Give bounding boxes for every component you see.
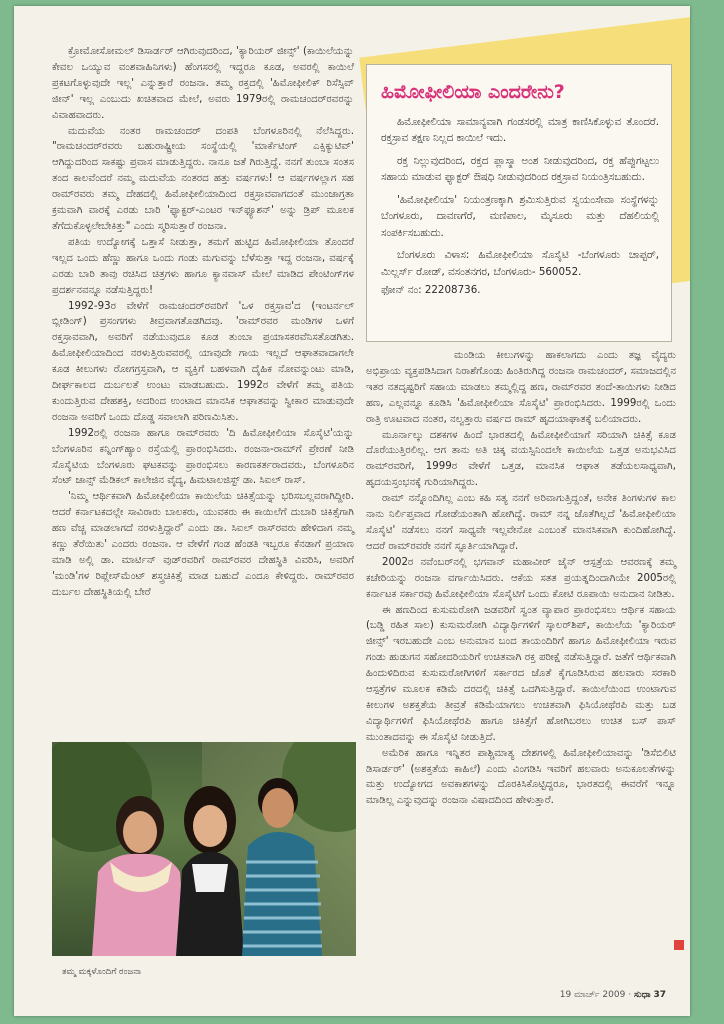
- right-paragraph-2: ಮೂರ್ನಾಲ್ಕು ದಶಕಗಳ ಹಿಂದೆ ಭಾರತದಲ್ಲಿ ಹಿಮೋಫೀಲಿಯಾಗೆ ಸರಿಯಾಗಿ ಚಿಕಿತ್ಸೆ ಕೂಡ ದೊರೆಯುತ್ತಿರಲಿಲ್ಲ. ಆಗ ತಾನು ಅತಿ ಚಿಕ್ಕ ವಯಸ್ಸಿನಿಂದಲೇ ಕಾಯಿಲೆಯ ಒತ್ತಡ ಅನುಭವಿಸಿದ ರಾಮ್‌ರವರಿಗೆ, 1999ರ ವೇಳೆಗೆ ಒತ್ತಡ, ಮಾನಸಿಕ ಆಘಾತ ತಡೆಯಲಸಾಧ್ಯವಾಗಿ, ಹೃದಯಸ್ತಂಭನಕ್ಕೆ ಗುರಿಯಾಗಿದ್ದರು.: [366, 429, 676, 489]
- left-paragraph-2: ಮದುವೆಯ ನಂತರ ರಾಮಚಂದರ್ ದಂಪತಿ ಬೆಂಗಳೂರಿನಲ್ಲಿ ನೆಲೆಸಿದ್ದರು. "ರಾಮಚಂದರ್‌ರವರು ಬಹುರಾಷ್ಟ್ರೀಯ ಸಂಸ್ಥೆಯಲ್ಲಿ 'ಮಾರ್ಕೆಟಿಂಗ್ ಎಕ್ಸಿಕ್ಯುಟಿವ್' ಆಗಿದ್ದುದರಿಂದ ಸಾಕಷ್ಟು ಪ್ರವಾಸ ಮಾಡುತ್ತಿದ್ದರು. ನಾನೂ ಜತೆ ಗಿರುತ್ತಿದ್ದೆ. ನನಗೆ ತುಂಬಾ ಸಂತಸ ತಂದ ಕಾಲವೆಂದರೆ ನಮ್ಮ ಮದುವೆಯ ನಂತರದ ಹತ್ತು ವರ್ಷಗಳು! ಆ ವರ್ಷಗಳಲ್ಲಾಗ ಸಹ ರಾಮ್‌ರವರು ತಮ್ಮ ದೇಹದಲ್ಲಿ ಹಿಮೋಫೀಲಿಯಾದಿಂದ ರಕ್ತಸ್ರಾವವಾಗದಂತೆ ಮುಂಜಾಗ್ರತಾ ಕ್ರಮವಾಗಿ ವಾರಕ್ಕೆ ಎರಡು ಬಾರಿ 'ಫ್ಯಾಕ್ಟರ್-ಎಂಟರ ಇನ್‌ಫ್ಯೂಶನ್' ಅನ್ನು ಡ್ರಿಪ್ ಮೂಲಕ ತೆಗೆದುಕೊಳ್ಳಲೇಬೇಕಿತ್ತು" ಎಂದು ಸ್ಮರಿಸುತ್ತಾರೆ ರಂಜನಾ.: [52, 125, 354, 232]
- info-box-paragraph: 'ಹಿಮೋಫೀಲಿಯಾ' ನಿಯಂತ್ರಣಕ್ಕಾಗಿ ಶ್ರಮಿಸುತ್ತಿರುವ ಸ್ವಯಂಸೇವಾ ಸಂಸ್ಥೆಗಳನ್ನು ಬೆಂಗಳೂರು, ದಾವಣಗೆರೆ, ಮಣಿಪಾಲ, ಮೈಸೂರು ಮತ್ತು ದೆಹಲಿಯಲ್ಲಿ ಸಂಪರ್ಕಿಸಬಹುದು.: [381, 193, 659, 239]
- info-box-title: ಹಿಮೋಫೀಲಿಯಾ ಎಂದರೇನು?: [381, 81, 565, 103]
- info-box-phone: ಫೋನ್ ನಂ: 22208736.: [381, 284, 481, 297]
- info-box-address: ಬೆಂಗಳೂರು ವಿಳಾಸ: ಹಿಮೋಫೀಲಿಯಾ ಸೊಸೈಟಿ -ಬೆಂಗಳೂರು ಚಾಪ್ಟರ್, ಮಿಲ್ಲರ್ಸ್ ರೋಡ್, ವಸಂತನಗರ, ಬೆಂಗಳೂರು- 560052.: [381, 249, 659, 278]
- right-paragraph-4: 2002ರ ನವೆಂಬರ್‌ನಲ್ಲಿ ಭಗವಾನ್ ಮಹಾವೀರ್ ಜೈನ್ ಆಸ್ಪತ್ರೆಯ ಆವರಣಕ್ಕೆ ತಮ್ಮ ಕಚೇರಿಯನ್ನು ರಂಜನಾ ವರ್ಗಾಯಿಸಿದರು. ಆಕೆಯ ಸತತ ಪ್ರಯತ್ನದಿಂದಾಗಿಯೇ 2005ರಲ್ಲಿ ಕರ್ನಾಟಕ ಸರ್ಕಾರವು ಹಿಮೋಫೀಲಿಯಾ ಸೊಸೈಟಿಗೆ ಒಂದು ಕೋಟಿ ರೂಪಾಯಿ ಅನುದಾನ ನೀಡಿತು.: [366, 556, 676, 600]
- right-paragraph-5: ಈ ಹಣದಿಂದ ಕುಸುಮರೋಗಿ ಜಡವರಿಗೆ ಸ್ವಂತ ವ್ಯಾಪಾರ ಪ್ರಾರಂಭಿಸಲು ಆರ್ಥಿಕ ಸಹಾಯ (ಬಡ್ಡಿ ರಹಿತ ಸಾಲ) ಕುಸುಮರೋಗಿ ವಿದ್ಯಾರ್ಥಿಗಳಿಗೆ ಸ್ಕಾಲರ್‌ಶಿಪ್, ಕಾಯಿಲೆಯ 'ಕ್ಯಾರಿಯರ್ ಜೀನ್ಸ್' ಇರಬಹುದೇ ಎಂಬ ಅನುಮಾನ ಬಂದ ತಾಯಂದಿರಿಗೆ ಹಾಗೂ ಹಿಮೋಫೀಲಿಯಾ ಇರುವ ಗಂಡು ಹುಡುಗನ ಸಹೋದರಿಯರಿಗೆ ಉಚಿತವಾಗಿ ರಕ್ತ ಪರೀಕ್ಷೆ ನಡೆಸುತ್ತಿದ್ದಾರೆ. ಜತೆಗೆ ಆರ್ಥಿಕವಾಗಿ ಹಿಂದುಳಿದಿರುವ ಕುಸುಮರೋಗಿಗಳಿಗೆ ಸರ್ಕಾರದ ಜೊತೆ ಕೈಗೂಡಿಸಿರುವ ಹಲವಾರು ಸರಕಾರಿ ಆಸ್ಪತ್ರೆಗಳ ಮೂಲಕ ಕಡಿಮೆ ದರದಲ್ಲಿ ಚಿಕಿತ್ಸೆ ಒದಗಿಸುತ್ತಿದ್ದಾರೆ. ಕಾಯಿಲೆಯಿಂದ ಉಂಟಾಗುವ ಕೀಲುಗಳ ಅಶಕ್ತತೆಯ ತೀವ್ರತೆ ಕಡಿಮೆಯಾಗಲು ಉಚಿತವಾಗಿ ಫಿಸಿಯೋಥೆರಪಿ ಮತ್ತು ಬಡ ವಿದ್ಯಾರ್ಥಿಗಳಿಗೆ ಫಿಸಿಯೋಥೆರಪಿ ಹಾಗೂ ಚಿಕಿತ್ಸೆಗೆ ಹೋಗಿಬರಲು ಉಚಿತ ಬಸ್ ಪಾಸ್ ಮುಂತಾದವನ್ನು ಈ ಸೊಸೈಟಿ ನೀಡುತ್ತಿದೆ.: [366, 604, 676, 743]
- page-number: 37: [653, 990, 666, 1000]
- left-paragraph-3: ಪತಿಯ ಉದ್ಯೋಗಕ್ಕೆ ಒತ್ತಾಸೆ ನೀಡುತ್ತಾ, ತಮಗೆ ಹುಟ್ಟಿದ ಹಿಮೋಫೀಲಿಯಾ ತೊಂದರೆ ಇಲ್ಲದ ಒಂದು ಹೆಣ್ಣು ಹಾಗೂ ಒಂದು ಗಂಡು ಮಗುವನ್ನು ಬೆಳೆಸುತ್ತಾ ಇದ್ದ ರಂಜನಾ, ವರ್ಷಕ್ಕೆ ಎರಡು ಬಾರಿ ತಾವು ರಚಿಸಿದ ಚಿತ್ರಗಳು ಹಾಗೂ ಕ್ಯಾನವಾಸ್ ಮೇಲೆ ಮಾಡಿದ ಪೇಂಟಿಂಗ್‌ಗಳ ಪ್ರದರ್ಶನವನ್ನೂ ನಡೆಸುತ್ತಿದ್ದರು!: [52, 236, 354, 296]
- magazine-page: [14, 6, 690, 1016]
- info-box-paragraph: ರಕ್ತ ನಿಲ್ಲುವುದರಿಂದ, ರಕ್ತದ ಪ್ಲಾಸ್ಮಾ ಅಂಶ ನೀಡುವುದರಿಂದ, ರಕ್ತ ಹೆಪ್ಪುಗಟ್ಟಲು ಸಹಾಯ ಮಾಡುವ ಫ್ಯಾಕ್ಟರ್ ಔಷಧಿ ನೀಡುವುದರಿಂದ ರಕ್ತಸ್ರಾವ ನಿಯಂತ್ರಿಸಬಹುದು.: [381, 154, 659, 184]
- family-illustration: [52, 742, 356, 956]
- right-paragraph-1: ಮಂಡಿಯ ಕೀಲುಗಳನ್ನು ಹಾಕಲಾಗದು ಎಂದು ತಜ್ಞ ವೈದ್ಯರು ಅಭಿಪ್ರಾಯ ವ್ಯಕ್ತಪಡಿಸಿದಾಗ ನಿರಾಶೆಗೊಂಡು ಹಿಂತಿರುಗಿದ್ದ ರಂಜನಾ ರಾಮಚಂದರ್, ಸಮಾಜದಲ್ಲಿನ ಇತರ ನತದೃಷ್ಟರಿಗೆ ಸಹಾಯ ಮಾಡಲು ತಮ್ಮಲ್ಲಿದ್ದ ಹಣ, ರಾಮ್‌ರವರ ತಂದೆ-ತಾಯಿಗಳು ನೀಡಿದ ಹಣ, ಎಲ್ಲವನ್ನೂ ಕೂಡಿಸಿ 'ಹಿಮೋಫೀಲಿಯಾ ಸೊಸೈಟಿ' ಪ್ರಾರಂಭಿಸಿದರು. 1999ರಲ್ಲಿ ಒಂದು ರಾತ್ರಿ ಊಟವಾದ ನಂತರ, ನಲ್ವತ್ತಾರು ವರ್ಷದ ರಾಮ್ ಹೃದಯಾಘಾತಕ್ಕೆ ಬಲಿಯಾದರು.: [366, 350, 676, 425]
- right-paragraph-3: ರಾಮ್ ನನ್ನೊಂದಿಗಿಲ್ಲ ಎಂಬ ಕಹಿ ಸತ್ಯ ನನಗೆ ಅರಿವಾಗುತ್ತಿದ್ದಂತೆ, ಅನೇಕ ತಿಂಗಳುಗಳ ಕಾಲ ನಾನು ನಿರ್ಲಿಪ್ತವಾದ ಗೋಡೆಯಂತಾಗಿ ಹೋಗಿದ್ದೆ. ರಾಮ್ ನನ್ನ ಜೊತೆಗಿಲ್ಲದೆ 'ಹಿಮೋಫೀಲಿಯಾ ಸೊಸೈಟಿ' ನಡೆಸಲು ನನಗೆ ಸಾಧ್ಯವೇ ಇಲ್ಲವೇನೋ ಎಂಬಂತೆ ಮಾನಸಿಕವಾಗಿ ಕುಂದಿಹೋಗಿದ್ದೆ. ಆದರೆ ರಾಮ್‌ರವರೇ ನನಗೆ ಸ್ಫೂರ್ತಿಯಾಗಿದ್ದಾರೆ.: [366, 493, 676, 552]
- family-photo: [52, 742, 356, 956]
- left-column: [52, 44, 354, 744]
- right-column: [366, 348, 676, 948]
- magazine-name: ಸುಧಾ: [633, 990, 651, 1000]
- page-folio: 19 ಮಾರ್ಚ್ 2009 · ಸುಧಾ 37: [559, 990, 666, 1000]
- left-paragraph-5: 1992ರಲ್ಲಿ ರಂಜನಾ ಹಾಗೂ ರಾಮ್‌ರವರು 'ದಿ ಹಿಮೋಫೀಲಿಯಾ ಸೊಸೈಟಿ'ಯನ್ನು ಬೆಂಗಳೂರಿನ ಕನ್ನಿಂಗ್‌ಹ್ಯಾಂ ರಸ್ತೆಯಲ್ಲಿ ಪ್ರಾರಂಭಿಸಿದರು. ರಂಜನಾ-ರಾಮ್‌ಗೆ ಪ್ರೇರಣೆ ನೀಡಿ ಸೊಸೈಟಿಯ ಬೆಂಗಳೂರು ಘಟಕವನ್ನು ಪ್ರಾರಂಭಿಸಲು ಕಾರಣಕರ್ತರಾದವರು, ಬೆಂಗಳೂರಿನ ಸೆಂಟ್ ಜಾನ್ಸ್ ಮೆಡಿಕಲ್ ಕಾಲೇಜಿನ ವೈದ್ಯ, ಹಿಮಟಾಲಜಿಸ್ಟ್ ಡಾ. ಸಿಐಲ್ ರಾಸ್.: [52, 427, 354, 487]
- photo-caption: ತಮ್ಮ ಮಕ್ಕಳೊಂದಿಗೆ ರಂಜನಾ: [62, 967, 142, 977]
- sidebar-info-box: [366, 64, 672, 342]
- end-of-article-mark: [674, 940, 684, 950]
- left-paragraph-6: 'ನಿಮ್ಮ ಆರ್ಥಿಕವಾಗಿ ಹಿಮೋಫೀಲಿಯಾ ಕಾಯಿಲೆಯ ಚಿಕಿತ್ಸೆಯನ್ನು ಭರಿಸಬಲ್ಲವರಾಗಿದ್ದೀರಿ. ಆದರೆ ಕರ್ನಾಟಕದಲ್ಲೇ ಸಾವಿರಾರು ಬಾಲಕರು, ಯುವಕರು ಈ ಕಾಯಿಲೆಗೆ ದುಬಾರಿ ಚಿಕಿತ್ಸೆಗಾಗಿ ಹಣ ವೆಚ್ಚ ಮಾಡಲಾಗದೆ ನರಳುತ್ತಿದ್ದಾರೆ' ಎಂದು ಡಾ. ಸಿಐಲ್ ರಾಸ್‌ರವರು ಹೇಳಿದಾಗ ನಮ್ಮ ಕಣ್ಣು ತೆರೆಯಿತು' ಎಂದರು ರಂಜನಾ. ಆ ವೇಳೆಗೆ ಗಂಡ ಹೆಂಡತಿ ಇಬ್ಬರೂ ಕೆನಡಾಗೆ ಪ್ರಯಾಣ ಮಾಡಿ ಅಲ್ಲಿ ಡಾ. ಮಾರ್ಟಿನ್ ವುಡ್‌ರವರಿಗೆ ರಾಮ್‌ರವರ ದೇಹಸ್ಥಿತಿ ವಿವರಿಸಿ, ಅವರಿಗೆ 'ಮಂಡಿ'ಗಳ ರಿಪ್ಲೇಸ್‌ಮೆಂಟ್ ಶಸ್ತ್ರಚಿಕಿತ್ಸೆ ಮಾಡ ಬಹುದೆ ಎಂದೂ ಕೇಳಿದ್ದರು. ರಾಮ್‌ರವರ ದುರ್ಬಲ ದೇಹಸ್ಥಿತಿಯಲ್ಲಿ ಬೇರೆ: [52, 491, 354, 598]
- info-box-paragraph: ಹಿಮೋಫೀಲಿಯಾ ಸಾಮಾನ್ಯವಾಗಿ ಗಂಡಸರಲ್ಲಿ ಮಾತ್ರ ಕಾಣಿಸಿಕೊಳ್ಳುವ ತೊಂದರೆ. ರಕ್ತಸ್ರಾವ ತಕ್ಷಣ ನಿಲ್ಲದ ಕಾಯಿಲೆ ಇದು.: [381, 115, 659, 145]
- issue-date: 19 ಮಾರ್ಚ್ 2009: [559, 990, 626, 1000]
- right-paragraph-6: ಅಮೆರಿಕ ಹಾಗೂ ಇನ್ನಿತರ ಪಾಶ್ಚಿಮಾತ್ಯ ದೇಶಗಳಲ್ಲಿ ಹಿಮೋಫೀಲಿಯಾವನ್ನು 'ಡಿಸೆಬಿಲಿಟಿ ಡಿಸಾರ್ಡರ್' (ಅಶಕ್ತತೆಯ ಕಾಹಿಲೆ) ಎಂದು ವಿಂಗಡಿಸಿ ಇವರಿಗೆ ಹಲವಾರು ಅನುಕೂಲತೆಗಳನ್ನು ಮತ್ತು ಉದ್ಯೋಗದ ಅವಕಾಶಗಳನ್ನು ದೊರಕಿಸಿಕೊಟ್ಟಿದ್ದರೂ, ಭಾರತದಲ್ಲಿ ಈವರೆಗೆ ಇನ್ನೂ ಮಾಡಿಲ್ಲ ಎನ್ನುವುದನ್ನು ರಂಜನಾ ವಿಷಾದದಿಂದ ಹೇಳುತ್ತಾರೆ.: [366, 747, 676, 807]
- left-paragraph-4: 1992-93ರ ವೇಳೆಗೆ ರಾಮಚಂದರ್‌ರವರಿಗೆ 'ಒಳ ರಕ್ತಸ್ರಾವ'ದ (ಇಂಟರ್ನಲ್ ಬ್ಲೀಡಿಂಗ್) ಪ್ರಸಂಗಗಳು ತೀವ್ರವಾಗತೊಡಗಿದವು. 'ರಾಮ್‌ರವರ ಮಂಡಿಗಳ ಒಳಗೆ ರಕ್ತಸ್ರಾವವಾಗಿ, ಅವರಿಗೆ ನಡೆಯುವುದೂ ಕೂಡ ತುಂಬಾ ಪ್ರಯಾಸಕರವೆನಿಸತೊಡಗಿತು. ಹಿಮೋಫೀಲಿಯಾದಿಂದ ನರಳುತ್ತಿರುವವರಲ್ಲಿ ಯಾವುದೇ ಗಾಯ ಇಲ್ಲದೆ ಆಘಾತವಾದಾಗಲೇ ಕೂಡ ಕೀಲುಗಳು ರೋಗಗ್ರಸ್ತವಾಗಿ, ಆ ವ್ಯಕ್ತಿಗೆ ಬಹಳವಾಗಿ ದೈಹಿಕ ನೋವನ್ನುಂಟು ಮಾಡಿ, ದೀರ್ಘಕಾಲದ ದುರ್ಬಲತೆ ಉಂಟು ಮಾಡಬಹುದು. 1992ರ ವೇಳೆಗೆ ತಮ್ಮ ಪತಿಯ ಕುಂದುತ್ತಿರುವ ದೇಹಶಕ್ತಿ, ಅದರಿಂದ ಉಂಟಾದ ಮಾನಸಿಕ ಆಘಾತವನ್ನು ಸ್ವೀಕಾರ ಮಾಡುವುದೇ ರಂಜನಾ ಅವರಿಗೆ ಒಂದು ದೊಡ್ಡ ಸವಾಲಾಗಿ ಪರಿಣಮಿಸಿತು.: [52, 300, 354, 423]
- left-paragraph-1: ಕ್ರೋಮೋಸೋಮಲ್ ಡಿಸಾರ್ಡರ್ ಆಗಿರುವುದರಿಂದ, 'ಕ್ಯಾರಿಯರ್ ಜೀನ್ಸ್' (ಕಾಯಿಲೆಯನ್ನು ಕೇವಲ ಒಯ್ಯುವ ವಂಶವಾಹಿನಿಗಳು) ಹೆಂಗಸರಲ್ಲಿ ಇದ್ದರೂ ಕೂಡ, ಅವರಲ್ಲಿ ಕಾಯಿಲೆ ಪ್ರಕಟಗೊಳ್ಳುವುದೇ ಇಲ್ಲ' ಎನ್ನುತ್ತಾರೆ ರಂಜನಾ. ತಮ್ಮ ರಕ್ತದಲ್ಲಿ 'ಹಿಮೋಫೀಲಿಕ್ ರಿಸೆಸ್ಸಿವ್ ಜೀನ್' ಇಲ್ಲ ಎಂಬುದು ಖಚಿತವಾದ ಮೇಲೆ, ಅವರು 1979ರಲ್ಲಿ ರಾಮಚಂದರ್‌ರವರನ್ನು ವಿವಾಹವಾದರು.: [52, 46, 354, 121]
